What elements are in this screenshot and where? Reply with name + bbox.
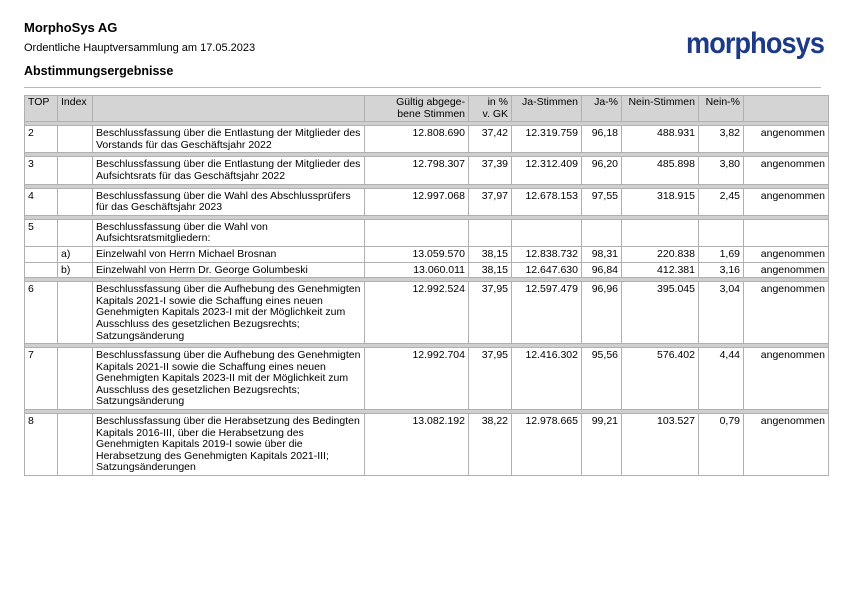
cell-text: Einzelwahl von Herrn Michael Brosnan: [93, 246, 365, 262]
table-row: [25, 219, 829, 246]
cell-yes-pct: 96,20: [582, 157, 622, 184]
cell-status: angenommen: [744, 126, 829, 153]
cell-yes: 12.312.409: [512, 157, 582, 184]
cell-yes-pct: 96,96: [582, 282, 622, 344]
cell-no-pct: 1,69: [699, 246, 744, 262]
cell-pct: [469, 219, 512, 246]
cell-pct: 38,22: [469, 414, 512, 476]
cell-no-pct: 3,04: [699, 282, 744, 344]
cell-yes-pct: 97,55: [582, 188, 622, 215]
cell-yes-pct: 99,21: [582, 414, 622, 476]
col-yes-header: Ja-Stimmen: [512, 96, 582, 122]
cell-yes: 12.838.732: [512, 246, 582, 262]
table-row: [25, 262, 829, 278]
cell-pct: 37,95: [469, 348, 512, 410]
cell-status: angenommen: [744, 157, 829, 184]
cell-top: 5: [25, 219, 58, 246]
cell-text: Beschlussfassung über die Aufhebung des Genehmigten Kapitals 2021-II sowie die Schaffung eines neuen Genehmigten Kapitals 2023-II mit der Möglichkeit zum Ausschluss des gesetzlichen Bezugsrechts; Satzungsänderung: [93, 348, 365, 410]
cell-yes-pct: [582, 219, 622, 246]
col-text-header: [93, 96, 365, 122]
cell-index: [58, 188, 93, 215]
cell-index: [58, 348, 93, 410]
col-valid-header-line1: Gültig abgege-: [396, 96, 465, 108]
header-divider: [24, 87, 821, 88]
cell-no-pct: 4,44: [699, 348, 744, 410]
col-yes-pct-header: Ja-%: [582, 96, 622, 122]
cell-pct: 37,97: [469, 188, 512, 215]
cell-status: angenommen: [744, 348, 829, 410]
cell-no: 488.931: [622, 126, 699, 153]
cell-yes: 12.647.630: [512, 262, 582, 278]
cell-pct: 38,15: [469, 262, 512, 278]
cell-no-pct: 2,45: [699, 188, 744, 215]
cell-top: [25, 262, 58, 278]
cell-text: Beschlussfassung über die Entlastung der Mitglieder des Aufsichtsrats für das Geschäftsjahr 2022: [93, 157, 365, 184]
cell-no-pct: 3,82: [699, 126, 744, 153]
col-pct-header-line2: v. GK: [482, 107, 508, 120]
company-name: MorphoSys AG: [24, 20, 118, 35]
cell-text: Einzelwahl von Herrn Dr. George Golumbeski: [93, 262, 365, 278]
cell-top: 7: [25, 348, 58, 410]
cell-index: [58, 126, 93, 153]
cell-top: 6: [25, 282, 58, 344]
cell-no: [622, 219, 699, 246]
cell-valid: 13.082.192: [365, 414, 469, 476]
cell-valid: [365, 219, 469, 246]
cell-valid: 12.997.068: [365, 188, 469, 215]
cell-valid: 12.992.524: [365, 282, 469, 344]
col-valid-header-line2: bene Stimmen: [397, 107, 465, 120]
cell-status: angenommen: [744, 188, 829, 215]
col-no-pct-header: Nein-%: [699, 96, 744, 122]
cell-status: angenommen: [744, 414, 829, 476]
cell-yes: 12.416.302: [512, 348, 582, 410]
cell-yes: [512, 219, 582, 246]
cell-top: 4: [25, 188, 58, 215]
cell-valid: 12.992.704: [365, 348, 469, 410]
cell-index: [58, 282, 93, 344]
cell-no-pct: 3,16: [699, 262, 744, 278]
cell-index: a): [58, 246, 93, 262]
cell-no: 220.838: [622, 246, 699, 262]
cell-pct: 38,15: [469, 246, 512, 262]
cell-no-pct: [699, 219, 744, 246]
results-table: [24, 95, 829, 476]
cell-index: [58, 157, 93, 184]
col-pct-header-line1: in %: [487, 96, 508, 108]
cell-pct: 37,42: [469, 126, 512, 153]
cell-index: [58, 414, 93, 476]
cell-valid: 12.798.307: [365, 157, 469, 184]
table-row: [25, 246, 829, 262]
morphosys-logo: [686, 26, 826, 64]
cell-no-pct: 0,79: [699, 414, 744, 476]
cell-status: [744, 219, 829, 246]
cell-text: Beschlussfassung über die Wahl des Abschlussprüfers für das Geschäftsjahr 2023: [93, 188, 365, 215]
cell-status: angenommen: [744, 262, 829, 278]
cell-top: 8: [25, 414, 58, 476]
col-no-header: Nein-Stimmen: [622, 96, 699, 122]
cell-no: 395.045: [622, 282, 699, 344]
cell-no: 485.898: [622, 157, 699, 184]
cell-yes-pct: 95,56: [582, 348, 622, 410]
cell-text: Beschlussfassung über die Entlastung der Mitglieder des Vorstands für das Geschäftsjahr 2022: [93, 126, 365, 153]
cell-index: [58, 219, 93, 246]
cell-top: [25, 246, 58, 262]
cell-yes-pct: 96,84: [582, 262, 622, 278]
cell-top: 3: [25, 157, 58, 184]
table-row: [25, 157, 829, 184]
table-row: [25, 348, 829, 410]
logo-wordmark: morphosys: [686, 27, 825, 60]
cell-status: angenommen: [744, 282, 829, 344]
cell-yes: 12.978.665: [512, 414, 582, 476]
cell-valid: 13.059.570: [365, 246, 469, 262]
cell-text: Beschlussfassung über die Herabsetzung des Bedingten Kapitals 2016-III, über die Herabsetzung des Genehmigten Kapitals 2019-I sowie über die Herabsetzung des Genehmigten Kapitals 2021-III; Satzungsänderungen: [93, 414, 365, 476]
cell-index: b): [58, 262, 93, 278]
cell-yes: 12.597.479: [512, 282, 582, 344]
cell-valid: 13.060.011: [365, 262, 469, 278]
cell-status: angenommen: [744, 246, 829, 262]
cell-top: 2: [25, 126, 58, 153]
cell-text: Beschlussfassung über die Aufhebung des Genehmigten Kapitals 2021-I sowie die Schaffung eines neuen Genehmigten Kapitals 2023-I mit der Möglichkeit zum Ausschluss des gesetzlichen Bezugsrechts; Satzungsänderung: [93, 282, 365, 344]
cell-pct: 37,95: [469, 282, 512, 344]
cell-valid: 12.808.690: [365, 126, 469, 153]
cell-no: 318.915: [622, 188, 699, 215]
cell-text: Beschlussfassung über die Wahl von Aufsichtsratsmitgliedern:: [93, 219, 365, 246]
table-header-row: [25, 96, 829, 122]
cell-yes: 12.678.153: [512, 188, 582, 215]
table-row: [25, 282, 829, 344]
meeting-subtitle: Ordentliche Hauptversammlung am 17.05.2023: [24, 42, 256, 54]
cell-no: 576.402: [622, 348, 699, 410]
col-pct-header: [469, 96, 512, 122]
table-row: [25, 414, 829, 476]
cell-no: 412.381: [622, 262, 699, 278]
cell-no: 103.527: [622, 414, 699, 476]
cell-no-pct: 3,80: [699, 157, 744, 184]
col-status-header: [744, 96, 829, 122]
table-row: [25, 188, 829, 215]
table-row: [25, 126, 829, 153]
col-valid-header: [365, 96, 469, 122]
cell-pct: 37,39: [469, 157, 512, 184]
col-top-header: TOP: [25, 96, 58, 122]
cell-yes: 12.319.759: [512, 126, 582, 153]
document-title: Abstimmungsergebnisse: [24, 64, 174, 78]
col-index-header: Index: [58, 96, 93, 122]
cell-yes-pct: 96,18: [582, 126, 622, 153]
cell-yes-pct: 98,31: [582, 246, 622, 262]
